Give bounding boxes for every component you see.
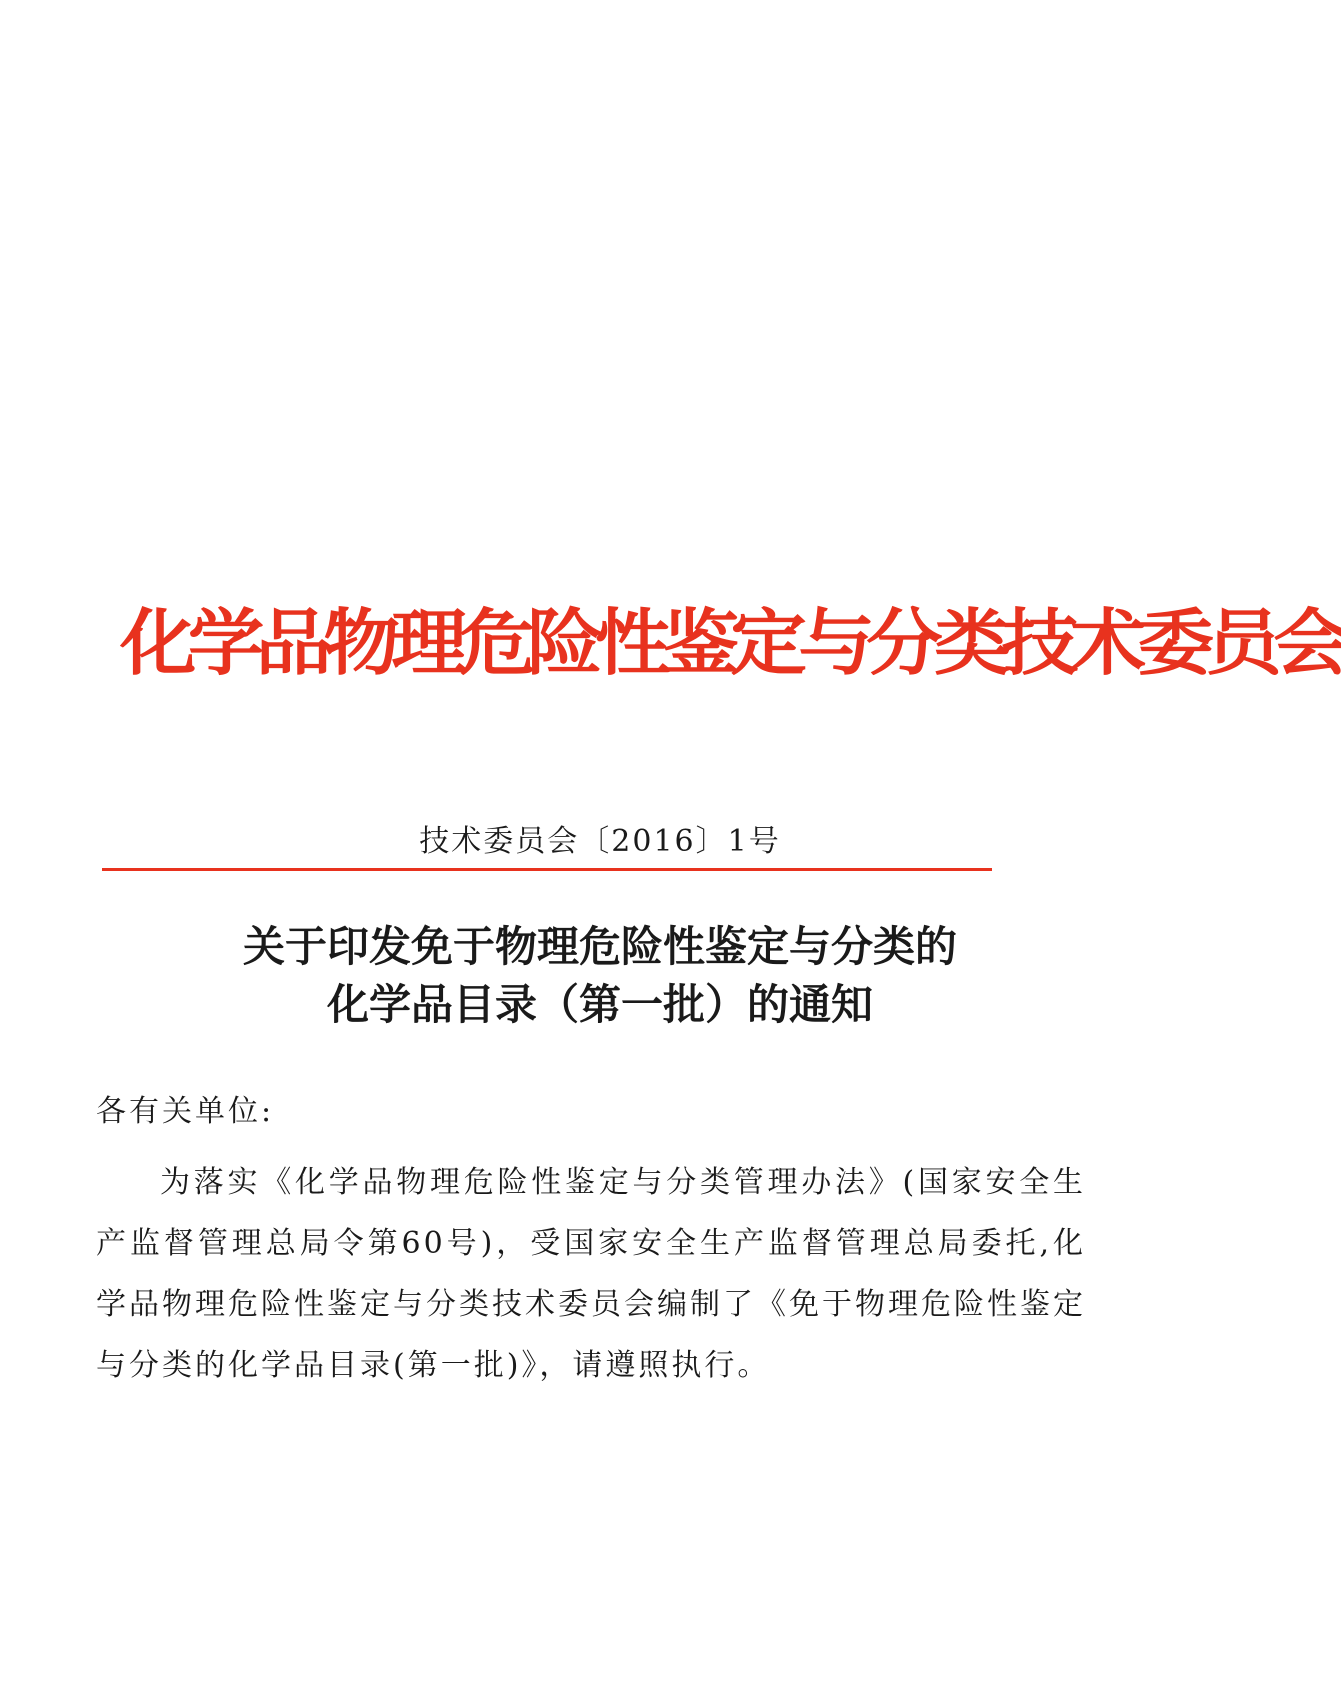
title-line-2: 化学品目录（第一批）的通知 bbox=[326, 980, 873, 1029]
title-line-1: 关于印发免于物理危险性鉴定与分类的 bbox=[242, 922, 957, 971]
header-divider-line bbox=[102, 868, 992, 871]
document-title bbox=[0, 918, 1200, 1034]
salutation: 各有关单位: bbox=[96, 1094, 275, 1129]
body-paragraph: 为落实《化学品物理危险性鉴定与分类管理办法》(国家安全生产监督管理总局令第60号)，受国家安全生产监督管理总局委托,化学品物理危险性鉴定与分类技术委员会编制了《免于物理危险性鉴定与分类的化学品目录(第一批)》，请遵照执行。 bbox=[96, 1165, 1086, 1383]
document-number: 技术委员会〔2016〕1号 bbox=[419, 824, 781, 859]
issuing-organization-header: 化学品物理危险性鉴定与分类技术委员会 bbox=[120, 601, 1341, 685]
